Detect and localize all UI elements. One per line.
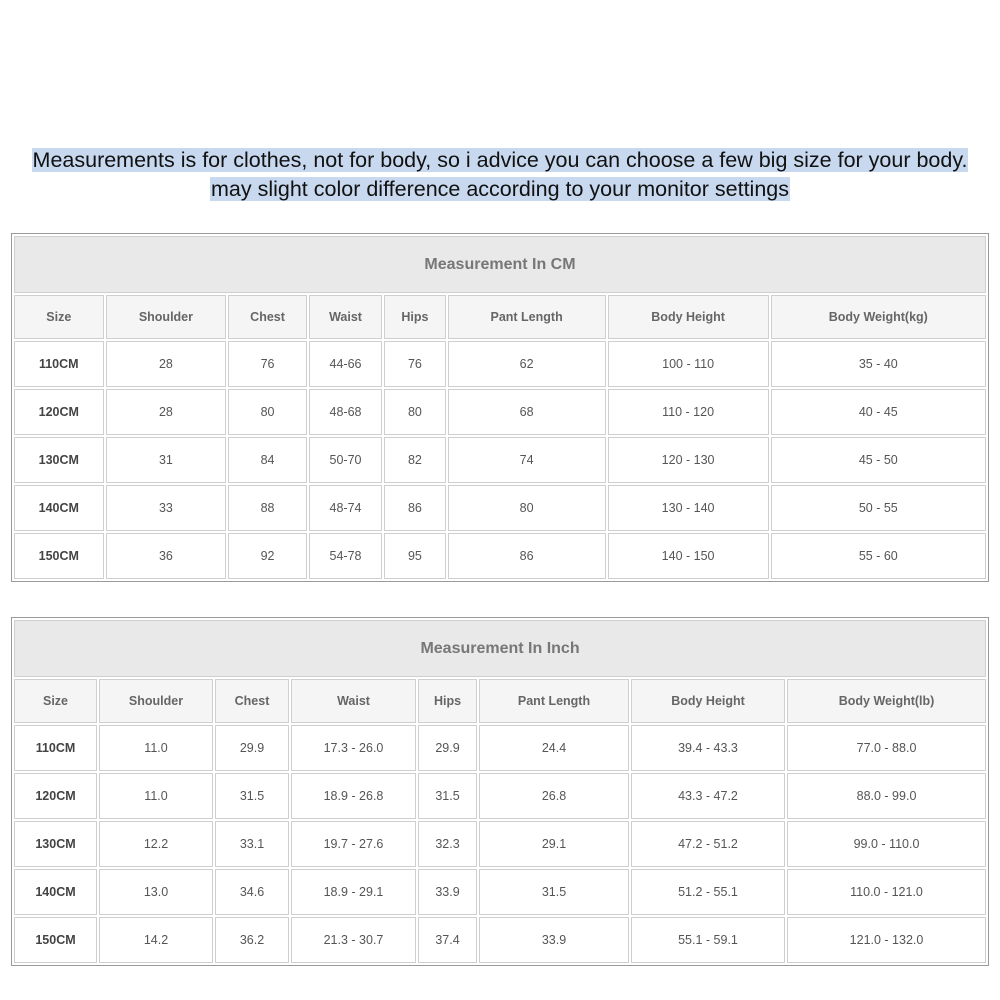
table-cell: 18.9 - 26.8 [291, 773, 416, 819]
table-cell: 130 - 140 [608, 485, 769, 531]
column-header-pant-length: Pant Length [479, 679, 629, 723]
table-cell: 17.3 - 26.0 [291, 725, 416, 771]
table-cell: 12.2 [99, 821, 213, 867]
table-cell: 31.5 [479, 869, 629, 915]
size-cell: 130CM [14, 821, 97, 867]
notice-line-1: Measurements is for clothes, not for body, so i advice you can choose a few big size for your body. [32, 148, 968, 172]
inch-measurement-table [11, 617, 989, 966]
table-cell: 74 [448, 437, 606, 483]
table-cell: 28 [106, 341, 227, 387]
table-cell: 100 - 110 [608, 341, 769, 387]
column-header-body-height: Body Height [631, 679, 785, 723]
column-header-shoulder: Shoulder [106, 295, 227, 339]
table-cell: 37.4 [418, 917, 477, 963]
table-cell: 19.7 - 27.6 [291, 821, 416, 867]
table-cell: 110.0 - 121.0 [787, 869, 986, 915]
table-cell: 45 - 50 [771, 437, 986, 483]
table-cell: 50-70 [309, 437, 382, 483]
table-cell: 62 [448, 341, 606, 387]
table-cell: 24.4 [479, 725, 629, 771]
table-cell: 99.0 - 110.0 [787, 821, 986, 867]
table-cell: 34.6 [215, 869, 289, 915]
table-cell: 51.2 - 55.1 [631, 869, 785, 915]
table-cell: 31.5 [418, 773, 477, 819]
column-header-size: Size [14, 295, 104, 339]
size-cell: 130CM [14, 437, 104, 483]
column-header-hips: Hips [384, 295, 445, 339]
table-cell: 11.0 [99, 773, 213, 819]
table-cell: 80 [384, 389, 445, 435]
column-header-chest: Chest [215, 679, 289, 723]
size-cell: 120CM [14, 389, 104, 435]
table-cell: 26.8 [479, 773, 629, 819]
table-cell: 14.2 [99, 917, 213, 963]
size-cell: 120CM [14, 773, 97, 819]
table-cell: 33 [106, 485, 227, 531]
column-header-waist: Waist [291, 679, 416, 723]
table-cell: 80 [228, 389, 306, 435]
table-cell: 29.9 [418, 725, 477, 771]
size-cell: 110CM [14, 725, 97, 771]
table-cell: 121.0 - 132.0 [787, 917, 986, 963]
table-row [14, 533, 986, 579]
table-cell: 86 [448, 533, 606, 579]
table-cell: 80 [448, 485, 606, 531]
cm-table-title: Measurement In CM [14, 236, 986, 293]
table-row [14, 389, 986, 435]
column-header-body-weight: Body Weight(kg) [771, 295, 986, 339]
table-cell: 11.0 [99, 725, 213, 771]
table-cell: 88.0 - 99.0 [787, 773, 986, 819]
table-cell: 31.5 [215, 773, 289, 819]
table-cell: 82 [384, 437, 445, 483]
table-cell: 33.1 [215, 821, 289, 867]
table-row [14, 437, 986, 483]
table-cell: 95 [384, 533, 445, 579]
table-cell: 31 [106, 437, 227, 483]
column-header-chest: Chest [228, 295, 306, 339]
table-cell: 36.2 [215, 917, 289, 963]
table-cell: 29.9 [215, 725, 289, 771]
column-header-body-height: Body Height [608, 295, 769, 339]
size-cell: 140CM [14, 485, 104, 531]
table-cell: 21.3 - 30.7 [291, 917, 416, 963]
table-cell: 86 [384, 485, 445, 531]
table-row [14, 917, 986, 963]
table-cell: 84 [228, 437, 306, 483]
table-cell: 88 [228, 485, 306, 531]
table-cell: 76 [228, 341, 306, 387]
table-cell: 28 [106, 389, 227, 435]
table-cell: 32.3 [418, 821, 477, 867]
table-cell: 68 [448, 389, 606, 435]
notice-line-2: may slight color difference according to your monitor settings [211, 177, 789, 201]
table-cell: 77.0 - 88.0 [787, 725, 986, 771]
table-cell: 33.9 [418, 869, 477, 915]
column-header-body-weight: Body Weight(lb) [787, 679, 986, 723]
table-cell: 48-74 [309, 485, 382, 531]
table-cell: 40 - 45 [771, 389, 986, 435]
column-header-size: Size [14, 679, 97, 723]
table-cell: 33.9 [479, 917, 629, 963]
column-header-pant-length: Pant Length [448, 295, 606, 339]
table-row [14, 773, 986, 819]
table-cell: 140 - 150 [608, 533, 769, 579]
cm-measurement-table [11, 233, 989, 582]
size-cell: 140CM [14, 869, 97, 915]
column-header-waist: Waist [309, 295, 382, 339]
column-header-hips: Hips [418, 679, 477, 723]
table-cell: 35 - 40 [771, 341, 986, 387]
table-cell: 44-66 [309, 341, 382, 387]
column-header-shoulder: Shoulder [99, 679, 213, 723]
table-cell: 48-68 [309, 389, 382, 435]
table-cell: 54-78 [309, 533, 382, 579]
size-cell: 110CM [14, 341, 104, 387]
table-row [14, 821, 986, 867]
table-row [14, 485, 986, 531]
table-cell: 92 [228, 533, 306, 579]
table-row [14, 341, 986, 387]
size-cell: 150CM [14, 533, 104, 579]
table-cell: 55.1 - 59.1 [631, 917, 785, 963]
table-cell: 50 - 55 [771, 485, 986, 531]
table-cell: 29.1 [479, 821, 629, 867]
table-cell: 18.9 - 29.1 [291, 869, 416, 915]
table-cell: 47.2 - 51.2 [631, 821, 785, 867]
table-row [14, 725, 986, 771]
inch-table-title: Measurement In Inch [14, 620, 986, 677]
table-cell: 36 [106, 533, 227, 579]
notice-text [0, 146, 1000, 204]
table-cell: 110 - 120 [608, 389, 769, 435]
table-cell: 76 [384, 341, 445, 387]
size-cell: 150CM [14, 917, 97, 963]
table-cell: 120 - 130 [608, 437, 769, 483]
table-cell: 55 - 60 [771, 533, 986, 579]
table-cell: 39.4 - 43.3 [631, 725, 785, 771]
table-cell: 43.3 - 47.2 [631, 773, 785, 819]
table-row [14, 869, 986, 915]
table-cell: 13.0 [99, 869, 213, 915]
